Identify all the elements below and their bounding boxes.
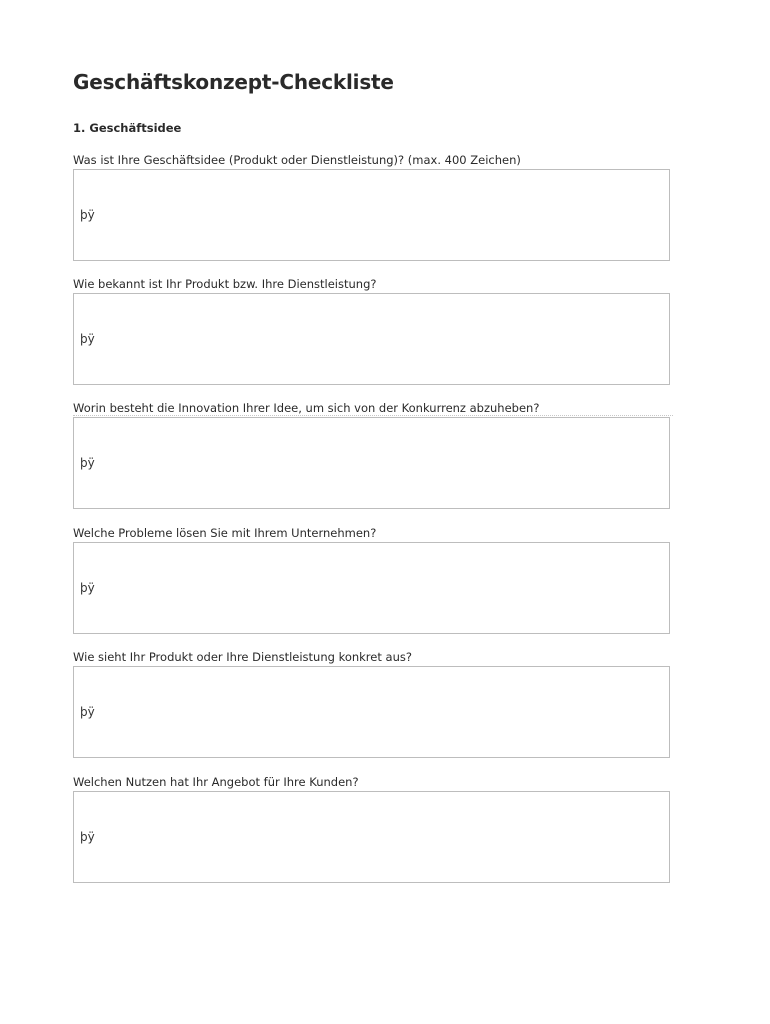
question-innovation bbox=[73, 401, 673, 470]
question-label: Worin besteht die Innovation Ihrer Idee, um sich von der Konkurrenz abzuheben? bbox=[73, 401, 673, 416]
question-label: Wie bekannt ist Ihr Produkt bzw. Ihre Dienstleistung? bbox=[73, 277, 377, 291]
question-label: Was ist Ihre Geschäftsidee (Produkt oder Dienstleistung)? (max. 400 Zeichen) bbox=[73, 153, 521, 167]
answer-value: þÿ bbox=[80, 830, 95, 844]
answer-value: þÿ bbox=[80, 456, 95, 470]
answer-field-business-idea[interactable] bbox=[73, 169, 670, 261]
question-product-details bbox=[73, 650, 673, 719]
answer-value: þÿ bbox=[80, 208, 95, 222]
answer-value: þÿ bbox=[80, 705, 95, 719]
answer-value: þÿ bbox=[80, 332, 95, 346]
question-business-idea bbox=[73, 153, 673, 222]
answer-value: þÿ bbox=[80, 581, 95, 595]
question-label: Welchen Nutzen hat Ihr Angebot für Ihre Kunden? bbox=[73, 775, 359, 789]
question-awareness bbox=[73, 277, 673, 346]
answer-field-problems[interactable] bbox=[73, 542, 670, 634]
answer-field-awareness[interactable] bbox=[73, 293, 670, 385]
page-title: Geschäftskonzept-Checkliste bbox=[73, 70, 394, 94]
question-label: Wie sieht Ihr Produkt oder Ihre Dienstleistung konkret aus? bbox=[73, 650, 412, 664]
question-customer-benefit bbox=[73, 775, 673, 844]
question-problems bbox=[73, 526, 673, 595]
answer-field-innovation[interactable] bbox=[73, 417, 670, 509]
answer-field-customer-benefit[interactable] bbox=[73, 791, 670, 883]
section-heading: 1. Geschäftsidee bbox=[73, 121, 182, 135]
answer-field-product-details[interactable] bbox=[73, 666, 670, 758]
question-label: Welche Probleme lösen Sie mit Ihrem Unternehmen? bbox=[73, 526, 377, 540]
